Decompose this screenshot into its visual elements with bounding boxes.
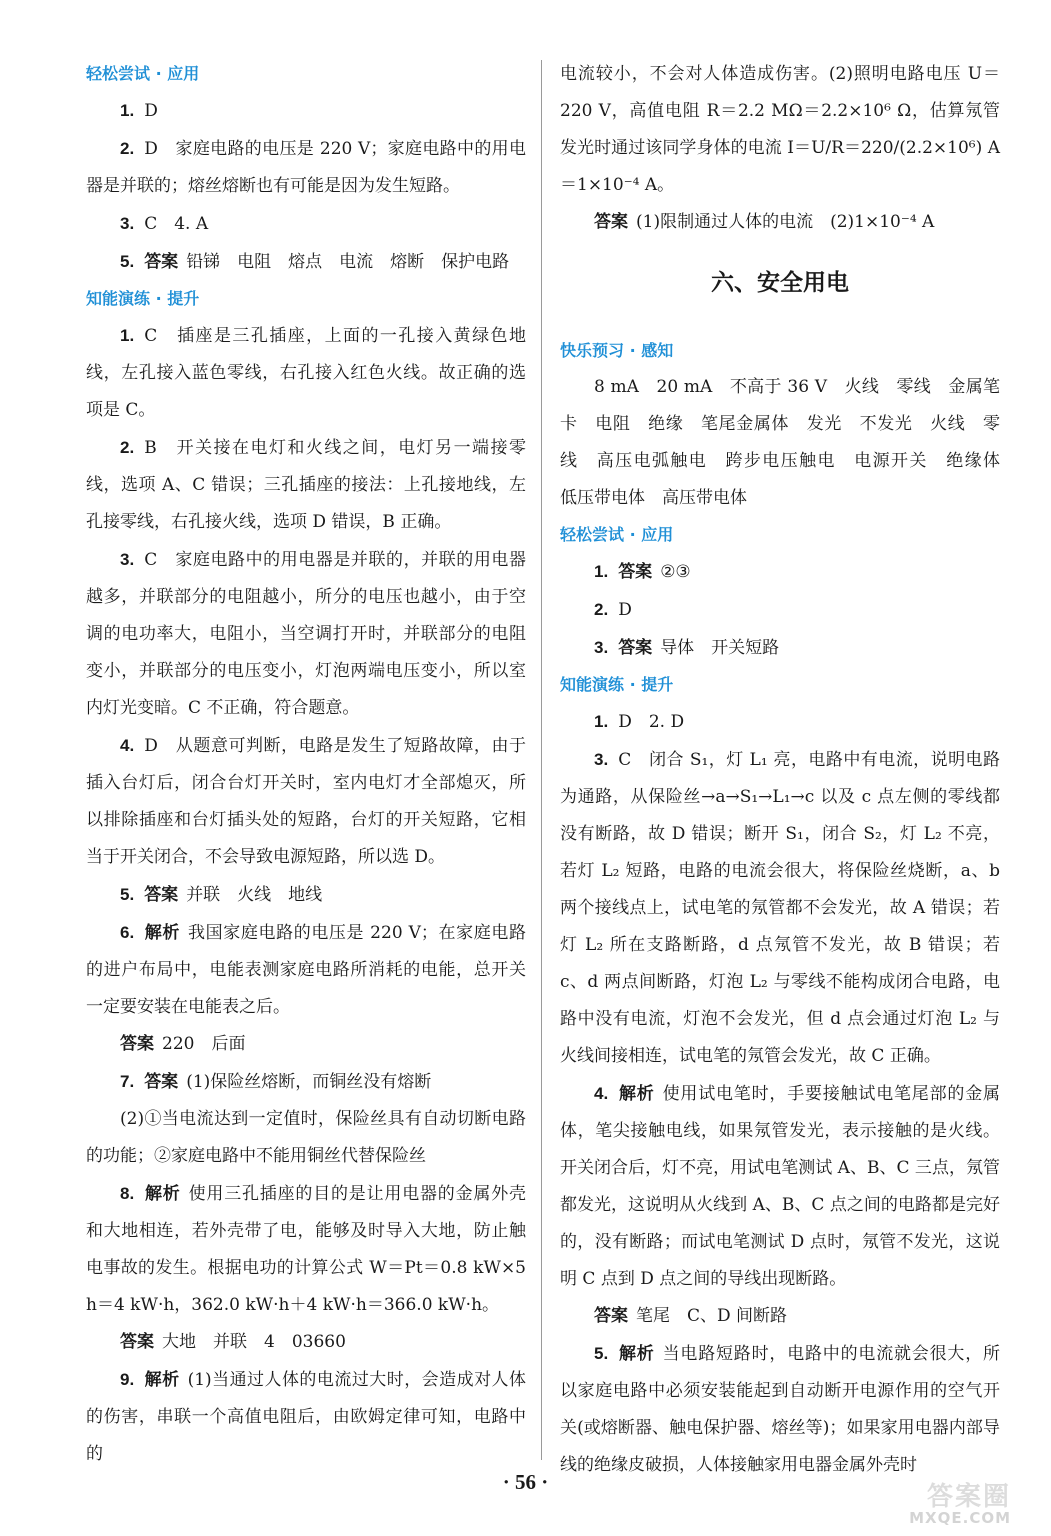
section-heading: 知能演练 · 提升 xyxy=(86,289,200,308)
answer-item: 4. D 从题意可判断，电路是发生了短路故障，由于插入台灯后，闭合台灯开关时，室内电灯才全部熄灭，所以排除插座和台灯插头处的短路，台灯的开关短路，它相当于开关闭合，不会导致电源短路，所以选 D。 xyxy=(86,736,526,867)
answer-item: 7. 答案 (1)保险丝熔断，而铜丝没有熔断 xyxy=(120,1072,432,1092)
answer-continuation: 电流较小，不会对人体造成伤害。(2)照明电路电压 U＝220 V，高值电阻 R＝2.2 MΩ＝2.2×10⁶ Ω，估算氖管发光时通过该同学身体的电流 I＝U/R＝220/(2.2×10⁶) A＝1×10⁻⁴ A。 xyxy=(560,64,1000,195)
answer-item: 2. D 家庭电路的电压是 220 V；家庭电路中的用电器是并联的；熔丝熔断也有可能是因为发生短路。 xyxy=(86,139,526,196)
answer-item: 1. C 插座是三孔插座，上面的一孔接入黄绿色地线，左孔接入蓝色零线，右孔接入红色火线。故正确的选项是 C。 xyxy=(86,326,526,420)
answer-item: 3. C 闭合 S₁，灯 L₁ 亮，电路中有电流，说明电路为通路，从保险丝→a→S₁→L₁→c 以及 c 点左侧的零线都没有断路，故 D 错误；断开 S₁，闭合 S₂，灯 L₂ 不亮，若灯 L₂ 短路，电路的电流会很大，将保险丝烧断，a、b 两个接线点上，试电笔的氖管都不会发光，故 A 错误；若灯 L₂ 所在支路断路，d 点氖管不发光，故 B 错误；若 c、d 两点间断路，灯泡 L₂ 与零线不能构成闭合电路，电路中没有电流，灯泡不会发光，但 d 点会通过灯泡 L₂ 与火线间接相连，试电笔的氖管会发光，故 C 正确。 xyxy=(560,750,1000,1066)
answer-line: 答案 大地 并联 4 03660 xyxy=(120,1332,346,1352)
answer-item: 5. 答案 并联 火线 地线 xyxy=(120,885,323,905)
answer-item: 5. 解析 当电路短路时，电路中的电流就会很大，所以家庭电路中必须安装能起到自动断开电源作用的空气开关(或熔断器、触电保护器、熔丝等)；如果家用电器内部导线的绝缘皮破损，人体接触家用电器金属外壳时 xyxy=(560,1344,1001,1475)
answer-item: 3. 答案 导体 开关短路 xyxy=(594,638,780,658)
section-heading: 知能演练 · 提升 xyxy=(560,675,674,694)
watermark-logo: 答案圈 MXQE.COM xyxy=(909,1482,1011,1527)
answer-item: 2. B 开关接在电灯和火线之间，电灯另一端接零线，选项 A、C 错误；三孔插座的接法：上孔接地线，左孔接零线，右孔接火线，选项 D 错误，B 正确。 xyxy=(86,438,526,532)
answer-item: 1. D xyxy=(120,101,158,121)
answer-item: 2. D xyxy=(594,600,632,620)
answer-item: 3. C 4. A xyxy=(120,214,209,234)
answer-line: 答案 (1)限制通过人体的电流 (2)1×10⁻⁴ A xyxy=(594,212,935,232)
answer-item: 6. 解析 我国家庭电路的电压是 220 V；在家庭电路的进户布局中，电能表测家庭电路所消耗的电能，总开关一定要安装在电能表之后。 xyxy=(86,923,526,1017)
answer-continuation: (2)①当电流达到一定值时，保险丝具有自动切断电路的功能；②家庭电路中不能用铜丝代替保险丝 xyxy=(86,1109,526,1166)
preview-answers: 8 mA 20 mA 不高于 36 V 火线 零线 金属笔卡 电阻 绝缘 笔尾金属体 发光 不发光 火线 零线 高压电弧触电 跨步电压触电 电源开关 绝缘体 低压带电体 高压带电体 xyxy=(560,377,1017,508)
answer-item: 4. 解析 使用试电笔时，手要接触试电笔尾部的金属体，笔尖接触电线，如果氖管发光，表示接触的是火线。开关闭合后，灯不亮，用试电笔测试 A、B、C 三点，氖管都发光，这说明从火线到 A、B、C 点之间的电路都是完好的，没有断路；而试电笔测试 D 点时，氖管不发光，这说明 C 点到 D 点之间的导线出现断路。 xyxy=(560,1084,1001,1289)
answer-item: 5. 答案 铅锑 电阻 熔点 电流 熔断 保护电路 xyxy=(120,252,510,272)
left-column xyxy=(86,56,526,1473)
page-number: · 56 · xyxy=(502,1470,549,1494)
answer-line: 答案 笔尾 C、D 间断路 xyxy=(594,1306,788,1326)
answer-line: 答案 220 后面 xyxy=(120,1034,246,1054)
section-heading: 轻松尝试 · 应用 xyxy=(86,64,200,83)
chapter-title: 六、安全用电 xyxy=(711,270,849,296)
answer-item: 1. D 2. D xyxy=(594,712,685,732)
answer-item: 9. 解析 (1)当通过人体的电流过大时，会造成对人体的伤害，串联一个高值电阻后，由欧姆定律可知，电路中的 xyxy=(86,1370,526,1464)
answer-item: 1. 答案 ②③ xyxy=(594,562,691,582)
answer-item: 3. C 家庭电路中的用电器是并联的，并联的用电器越多，并联部分的电阻越小，所分的电压也越小，由于空调的电功率大，电阻小，当空调打开时，并联部分的电阻变小，并联部分的电压变小，灯泡两端电压变小，所以室内灯光变暗。C 不正确，符合题意。 xyxy=(86,550,526,718)
answer-item: 8. 解析 使用三孔插座的目的是让用电器的金属外壳和大地相连，若外壳带了电，能够及时导入大地，防止触电事故的发生。根据电功的计算公式 W＝Pt＝0.8 kW×5 h＝4 kW·h，362.0 kW·h＋4 kW·h＝366.0 kW·h。 xyxy=(86,1184,527,1315)
section-heading: 快乐预习 · 感知 xyxy=(560,341,674,360)
column-divider xyxy=(541,60,542,1460)
right-column xyxy=(560,56,1017,1484)
section-heading: 轻松尝试 · 应用 xyxy=(560,525,674,544)
